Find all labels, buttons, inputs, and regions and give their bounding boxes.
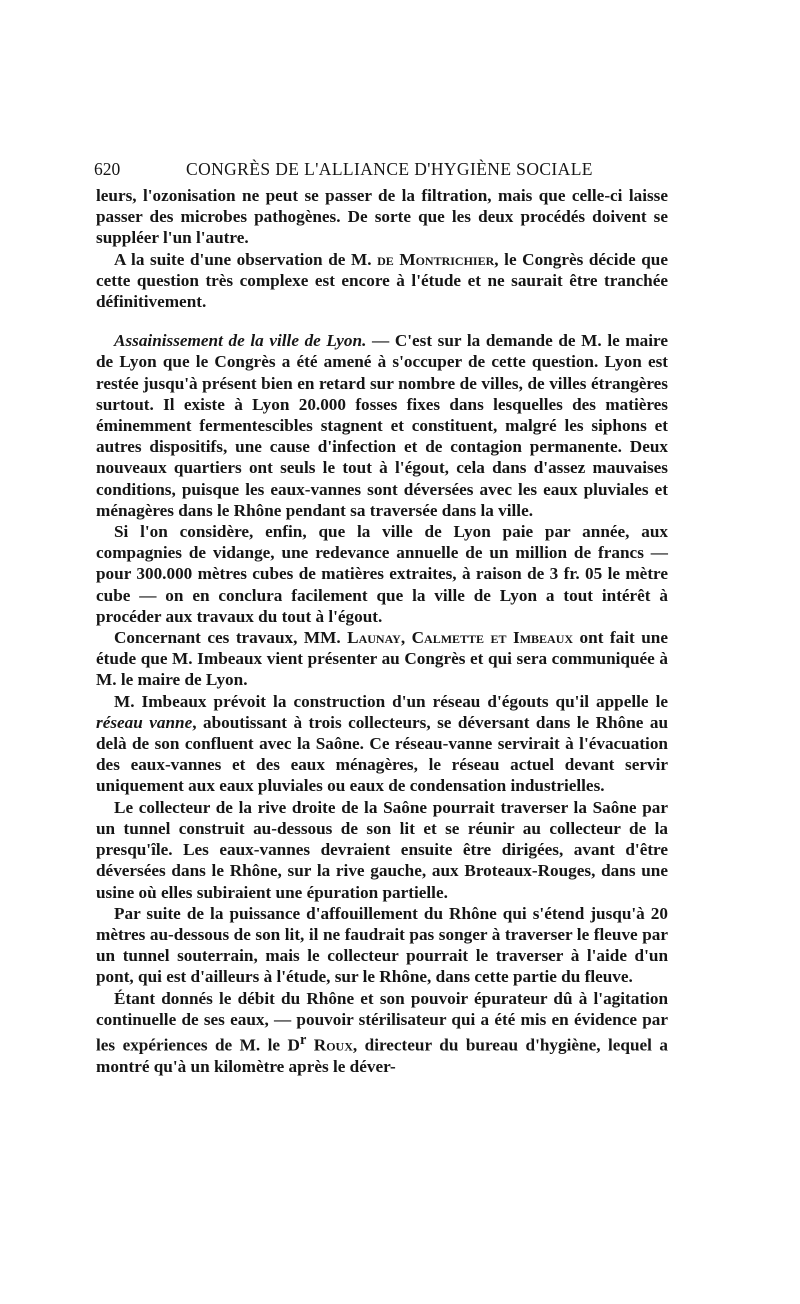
person-names-authors: Launay, Calmette et Imbeaux [347, 628, 574, 648]
paragraph-6-after: , aboutissant à trois collecteurs, se déversant dans le Rhône au delà de son confluent avec la Saône. Ce réseau-vanne servirait à l'évacuation des eaux-vannes et des eaux ménagères, le réseau actuel devant servir uniquement aux eaux pluviales ou eaux de condensation industrielles. [96, 712, 668, 796]
paragraph-9-before: Étant donnés le débit du Rhône et son pouvoir épurateur dû à l'agitation continuelle de ses eaux, — pouvoir stérilisateur qui a été mis en évidence par les expériences de M. le D [96, 988, 668, 1055]
paragraph-7-text: Le collecteur de la rive droite de la Saône pourrait traverser la Saône par un tunnel construit au-dessous de son lit et se réunir au collecteur de la presqu'île. Les eaux-vannes devraient ensuite être dirigées, avant d'être déversées dans le Rhône, sur la rive gauche, aux Broteaux-Rouges, dans une usine où elles subiraient une épuration partielle. [96, 797, 668, 902]
paragraph-6 [96, 691, 668, 797]
section-heading-lyon: Assainissement de la ville de Lyon. [114, 331, 367, 351]
person-name-montrichier: de Montrichier [377, 249, 495, 269]
paragraph-9-after: , directeur du bureau d'hygiène, lequel a montré qu'à un kilomètre après le déver- [96, 1035, 668, 1076]
paragraph-2 [96, 249, 668, 313]
paragraph-2-before: A la suite d'une observation de M. [114, 249, 378, 269]
paragraph-1 [96, 185, 668, 249]
page-header [94, 156, 668, 182]
paragraph-5 [96, 627, 668, 691]
paragraph-1-text: leurs, l'ozonisation ne peut se passer de la filtration, mais que celle-ci laisse passer des microbes pathogènes. De sorte que les deux procédés doivent se suppléer l'un l'autre. [96, 186, 668, 248]
paragraph-4-text: Si l'on considère, enfin, que la ville de Lyon paie par année, aux compagnies de vidange, une redevance annuelle de un million de francs — pour 300.000 mètres cubes de matières extraites, à raison de 3 fr. 05 le mètre cube — on en conclura facilement que la ville de Lyon a tout intérêt à procéder aux travaux du tout à l'égout. [96, 522, 668, 626]
person-name-roux: Roux [306, 1035, 353, 1055]
superscript-r: r [299, 1031, 307, 1048]
paragraph-9 [96, 988, 668, 1078]
term-reseau-vanne: réseau vanne [96, 712, 193, 732]
paragraph-6-before: M. Imbeaux prévoit la construction d'un réseau d'égouts qu'il appelle le [114, 691, 668, 711]
paragraph-7 [96, 797, 668, 903]
running-title: CONGRÈS DE L'ALLIANCE D'HYGIÈNE SOCIALE [186, 159, 593, 179]
paragraph-5-after: ont fait une étude que M. Imbeaux vient présenter au Congrès et qui sera communiquée à M. le maire de Lyon. [96, 628, 668, 690]
paragraph-8-text: Par suite de la puissance d'affouillement du Rhône qui s'étend jusqu'à 20 mètres au-dessous de son lit, il ne faudrait pas songer à traverser le fleuve par un tunnel souterrain, mais le collecteur pourrait le traverser à l'aide d'un pont, qui est d'ailleurs à l'étude, sur le Rhône, dans cette partie du fleuve. [96, 903, 668, 987]
paragraph-8 [96, 903, 668, 988]
paragraph-5-before: Concernant ces travaux, MM. [114, 628, 348, 648]
page-number: 620 [94, 159, 121, 179]
paragraph-3-after: — C'est sur la demande de M. le maire de Lyon que le Congrès a été amené à s'occuper de cette question. Lyon est restée jusqu'à présent bien en retard sur nombre de villes, de villes étrangères surtout. Il existe à Lyon 20.000 fosses fixes dans lesquelles des matières éminemment fermentescibles stagnent et constituent, malgré les siphons et autres dispositifs, une cause d'infection et de contagion permanente. Deux nouveaux quartiers ont seuls le tout à l'égout, cela dans d'assez mauvaises conditions, puisque les eaux-vannes sont déversées avec les eaux pluviales et ménagères dans le Rhône pendant sa traversée dans la ville. [96, 331, 668, 520]
paragraph-2-after: , le Congrès décide que cette question très complexe est encore à l'étude et ne saurait être tranchée définitivement. [96, 249, 668, 312]
paragraph-4 [96, 521, 668, 627]
paragraph-3 [96, 330, 668, 521]
body-text [96, 185, 668, 1077]
